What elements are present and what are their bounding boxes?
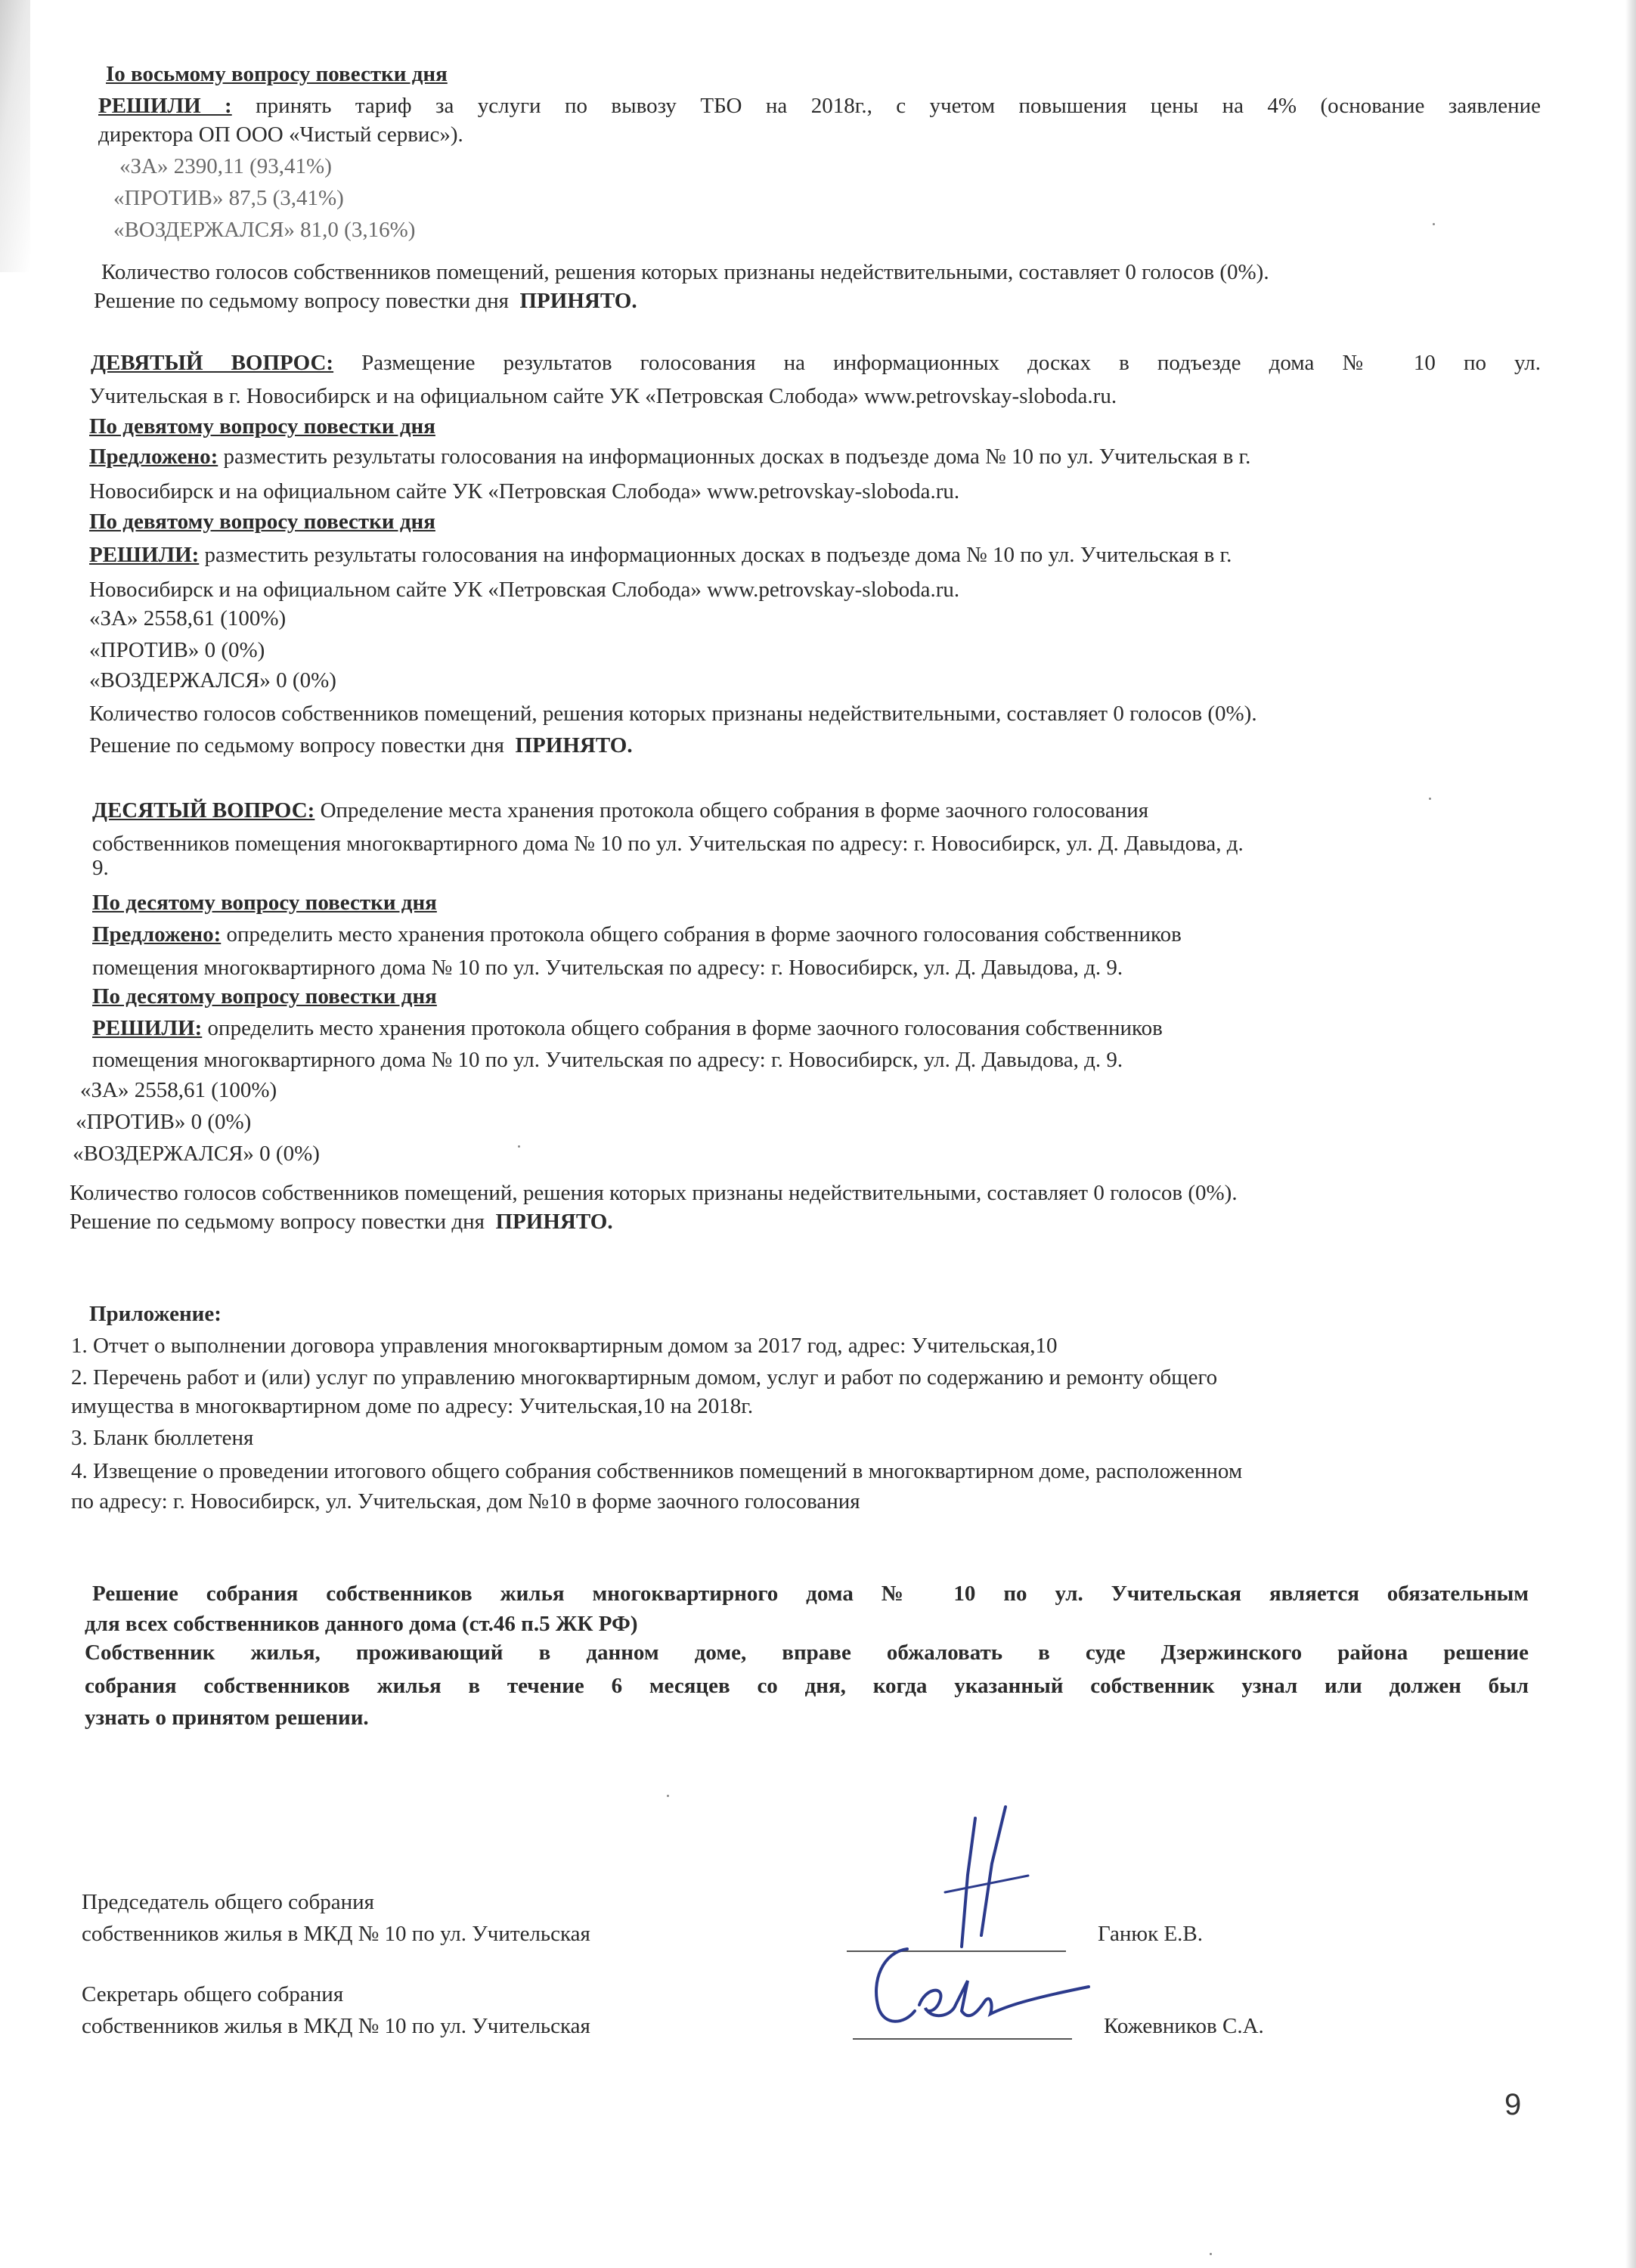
scan-speck — [1210, 2253, 1212, 2255]
q10-proposed-line-2: помещения многоквартирного дома № 10 по ул. Учительская по адресу: г. Новосибирск, ул. Д. Давыдова, д. 9. — [92, 956, 1123, 980]
secretary-signature-mark — [862, 1935, 1104, 2041]
q8-invalid-votes: Количество голосов собственников помещений, решения которых признаны недействительными, составляет 0 голосов (0%). — [101, 260, 1269, 284]
appendix-item-3: 3. Бланк бюллетеня — [71, 1426, 254, 1450]
q8-decision — [94, 287, 637, 314]
appendix-title: Приложение: — [89, 1302, 222, 1326]
appendix-item-4-line-1: 4. Извещение о проведении итогового общего собрания собственников помещений в многоквартирном доме, расположенном — [71, 1459, 1243, 1483]
q9-resolved-text-1: разместить результаты голосования на информационных досках в подъезде дома № 10 по ул. Учительская в г. — [204, 543, 1232, 567]
q10-proposed-label: Предложено: — [92, 922, 222, 947]
q10-invalid-votes: Количество голосов собственников помещений, решения которых признаны недействительными, составляет 0 голосов (0%). — [70, 1181, 1238, 1205]
scan-speck — [518, 1145, 520, 1148]
q8-resolved-label: РЕШИЛИ : — [98, 94, 232, 118]
scan-speck — [1429, 798, 1431, 800]
closing-p1-line-2: для всех собственников данного дома (ст.46 п.5 ЖК РФ) — [85, 1612, 638, 1636]
q9-decision — [89, 732, 633, 759]
appendix-item-4-line-2: по адресу: г. Новосибирск, ул. Учительская, дом №10 в форме заочного голосования — [71, 1489, 860, 1514]
chair-name: Ганюк Е.В. — [1098, 1922, 1203, 1946]
q9-decision-result: ПРИНЯТО. — [515, 733, 633, 758]
closing-p1-line-1: Решение собрания собственников жилья многоквартирного дома № 10 по ул. Учительская является обязательным — [92, 1582, 1529, 1606]
chair-role-line-2: собственников жилья в МКД № 10 по ул. Учительская — [82, 1922, 590, 1946]
q9-heading-1: По девятому вопросу повестки дня — [89, 414, 435, 438]
q10-vote-for: «ЗА» 2558,61 (100%) — [80, 1078, 277, 1102]
q10-decision-result: ПРИНЯТО. — [495, 1210, 613, 1234]
q10-proposed-line-1 — [92, 921, 1182, 948]
scan-speck — [1433, 223, 1435, 225]
secretary-role-line-2: собственников жилья в МКД № 10 по ул. Учительская — [82, 2014, 590, 2038]
q8-vote-abstain: «ВОЗДЕРЖАЛСЯ» 81,0 (3,16%) — [113, 218, 416, 242]
q9-proposed-line-1 — [89, 443, 1250, 470]
secretary-role-line-1: Секретарь общего собрания — [82, 1982, 344, 2006]
scan-shadow-right — [1625, 0, 1636, 2268]
q9-proposed-label: Предложено: — [89, 445, 218, 469]
q10-title-line-2: собственников помещения многоквартирного дома № 10 по ул. Учительская по адресу: г. Новосибирск, ул. Д. Давыдова, д. — [92, 832, 1244, 856]
closing-p2-line-1: Собственник жилья, проживающий в данном доме, вправе обжаловать в суде Дзержинского района решение — [85, 1641, 1529, 1665]
q9-title-line-1 — [91, 349, 1541, 376]
q10-vote-against: «ПРОТИВ» 0 (0%) — [76, 1110, 252, 1134]
q8-resolved-line-2: директора ОП ООО «Чистый сервис»). — [98, 122, 463, 147]
q9-resolved-label: РЕШИЛИ: — [89, 543, 200, 567]
q10-heading-1: По десятому вопросу повестки дня — [92, 891, 437, 915]
chair-role-line-1: Председатель общего собрания — [82, 1890, 375, 1914]
q10-resolved-line-2: помещения многоквартирного дома № 10 по ул. Учительская по адресу: г. Новосибирск, ул. Д. Давыдова, д. 9. — [92, 1048, 1123, 1072]
q8-vote-against: «ПРОТИВ» 87,5 (3,41%) — [113, 186, 344, 210]
q9-heading-2: По девятому вопросу повестки дня — [89, 510, 435, 534]
q9-vote-for: «ЗА» 2558,61 (100%) — [89, 606, 287, 631]
q8-resolved-text-1: принять тариф за услуги по вывозу ТБО на 2018г., с учетом повышения цены на 4% (основание заявление — [256, 94, 1541, 118]
q10-heading-2: По десятому вопросу повестки дня — [92, 984, 437, 1009]
appendix-item-1: 1. Отчет о выполнении договора управления многоквартирным домом за 2017 год, адрес: Учительская,10 — [71, 1334, 1058, 1358]
q9-proposed-line-2: Новосибирск и на официальном сайте УК «Петровская Слобода» www.petrovskay-sloboda.ru. — [89, 479, 960, 503]
q10-resolved-line-1 — [92, 1015, 1163, 1042]
q9-proposed-text-1: разместить результаты голосования на информационных досках в подъезде дома № 10 по ул. Учительская в г. — [223, 445, 1251, 469]
q8-decision-text: Решение по седьмому вопросу повестки дня — [94, 289, 509, 313]
q9-decision-text: Решение по седьмому вопросу повестки дня — [89, 733, 504, 758]
q8-heading: Іо восьмому вопросу повестки дня — [106, 62, 448, 86]
q9-vote-abstain: «ВОЗДЕРЖАЛСЯ» 0 (0%) — [89, 668, 336, 692]
page-number: 9 — [1504, 2088, 1522, 2121]
appendix-item-2-line-2: имущества в многоквартирном доме по адресу: Учительская,10 на 2018г. — [71, 1394, 754, 1418]
closing-p2-line-3: узнать о принятом решении. — [85, 1706, 369, 1730]
q9-title-label: ДЕВЯТЫЙ ВОПРОС: — [91, 351, 334, 375]
q10-title-text-1: Определение места хранения протокола общего собрания в форме заочного голосования — [320, 798, 1149, 823]
q10-resolved-label: РЕШИЛИ: — [92, 1016, 203, 1040]
q9-title-line-2: Учительская в г. Новосибирск и на официальном сайте УК «Петровская Слобода» www.petrovskay-sloboda.ru. — [89, 384, 1117, 408]
q8-decision-result: ПРИНЯТО. — [519, 289, 637, 313]
q10-proposed-text-1: определить место хранения протокола общего собрания в форме заочного голосования собственников — [226, 922, 1182, 947]
q9-invalid-votes: Количество голосов собственников помещений, решения которых признаны недействительными, составляет 0 голосов (0%). — [89, 702, 1257, 726]
q9-resolved-line-1 — [89, 541, 1232, 569]
scan-speck — [667, 1795, 669, 1797]
q10-resolved-text-1: определить место хранения протокола общего собрания в форме заочного голосования собственников — [207, 1016, 1163, 1040]
q10-decision-text: Решение по седьмому вопросу повестки дня — [70, 1210, 485, 1234]
q10-vote-abstain: «ВОЗДЕРЖАЛСЯ» 0 (0%) — [73, 1142, 320, 1166]
q9-resolved-line-2: Новосибирск и на официальном сайте УК «Петровская Слобода» www.petrovskay-sloboda.ru. — [89, 578, 960, 602]
secretary-name: Кожевников С.А. — [1104, 2014, 1264, 2038]
q10-title-line-3: 9. — [92, 856, 109, 880]
appendix-item-2-line-1: 2. Перечень работ и (или) услуг по управлению многоквартирным домом, услуг и работ по содержанию и ремонту общего — [71, 1365, 1218, 1390]
q10-decision — [70, 1208, 613, 1235]
q10-title-label: ДЕСЯТЫЙ ВОПРОС: — [92, 798, 315, 823]
q10-title-line-1 — [92, 797, 1148, 824]
q8-vote-for: «ЗА» 2390,11 (93,41%) — [119, 154, 332, 178]
q8-resolved-line-1 — [98, 92, 1541, 119]
closing-p2-line-2: собрания собственников жилья в течение 6 месяцев со дня, когда указанный собственник узнал или должен был — [85, 1674, 1529, 1698]
scan-shadow-left — [0, 0, 30, 272]
q9-vote-against: «ПРОТИВ» 0 (0%) — [89, 638, 265, 662]
q9-title-text-1: Размещение результатов голосования на информационных досках в подъезде дома № 10 по ул. — [361, 351, 1541, 375]
